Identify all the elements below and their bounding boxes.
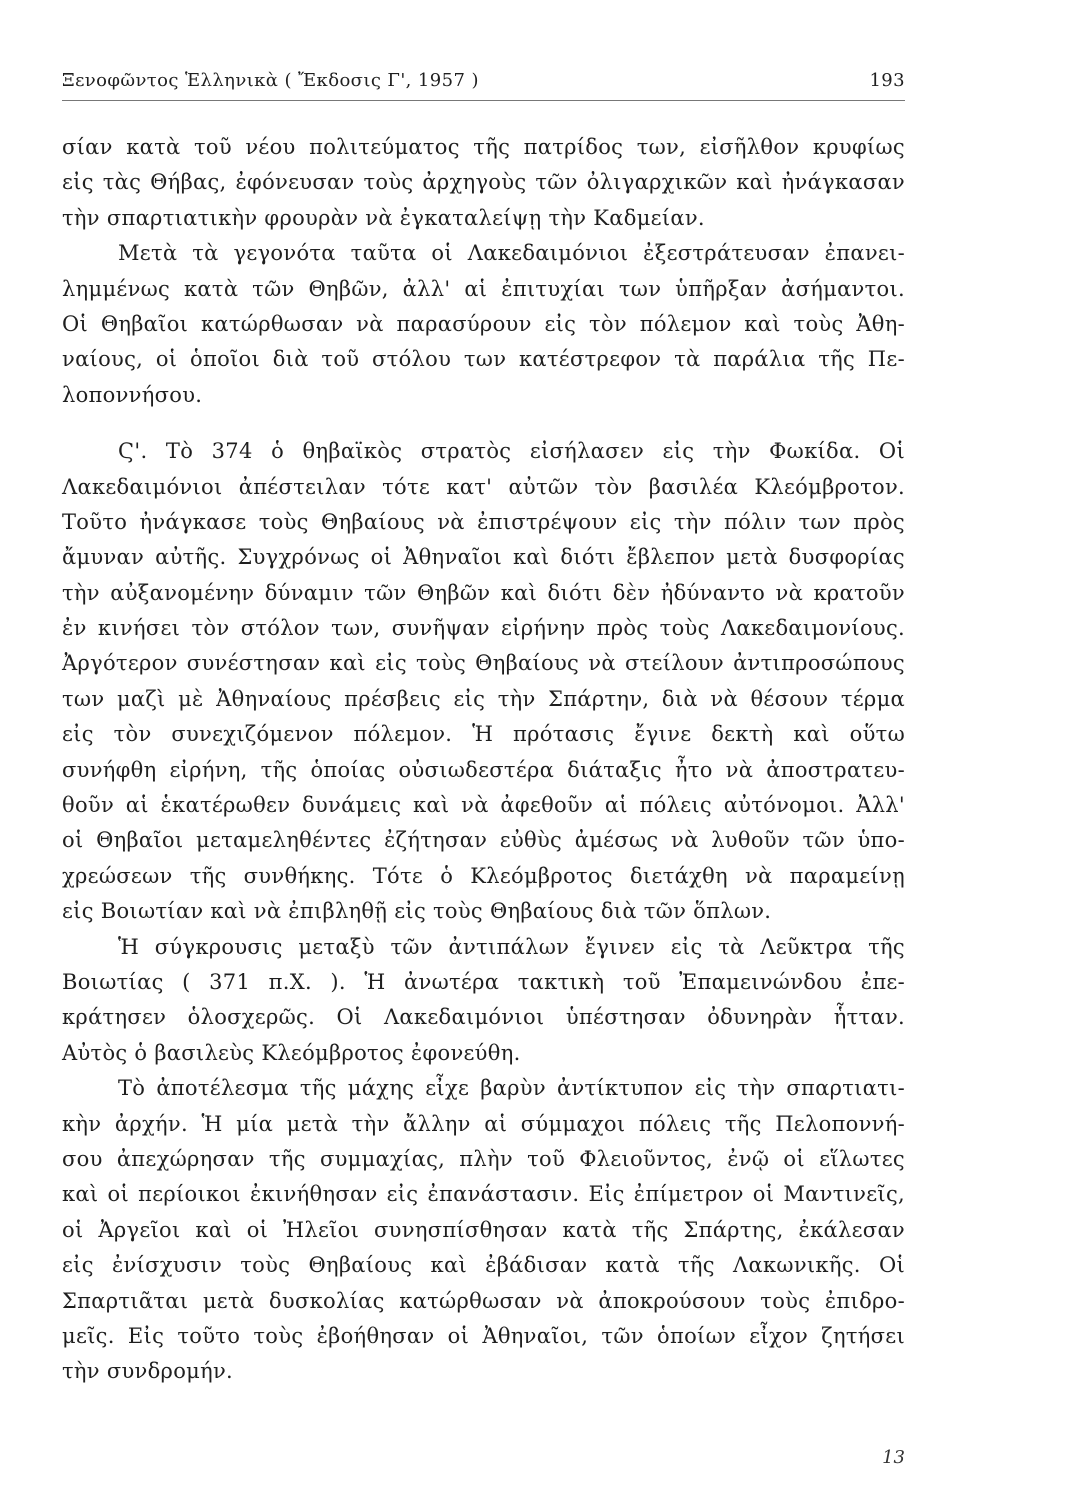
text-line: Τοῦτο ἠνάγκασε τοὺς Θηβαίους νὰ ἐπιστρέψουν εἰς τὴν πόλιν των πρὸς bbox=[62, 509, 905, 534]
paragraph bbox=[62, 236, 905, 413]
book-page bbox=[62, 0, 905, 1500]
text-line: τὴν σπαρτιατικὴν φρουρὰν νὰ ἐγκαταλείψῃ τὴν Καδμείαν. bbox=[62, 205, 705, 230]
text-line: σίαν κατὰ τοῦ νέου πολιτεύματος τῆς πατρίδος των, εἰσῆλθον κρυφίως bbox=[62, 135, 905, 159]
text-line: εἰς τὸν συνεχιζόμενον πόλεμον. Ἡ πρότασις ἔγινε δεκτὴ καὶ οὕτω bbox=[62, 722, 905, 747]
text-line: εἰς Βοιωτίαν καὶ νὰ ἐπιβληθῇ εἰς τοὺς Θηβαίους διὰ τῶν ὅπλων. bbox=[62, 899, 772, 924]
text-line: Μετὰ τὰ γεγονότα ταῦτα οἱ Λακεδαιμόνιοι ἐξεστράτευσαν ἐπανει- bbox=[118, 241, 905, 266]
text-line: θοῦν αἱ ἑκατέρωθεν δυνάμεις καὶ νὰ ἀφεθοῦν αἱ πόλεις αὐτόνομοι. Ἀλλ' bbox=[62, 793, 905, 818]
paragraph bbox=[62, 930, 905, 1072]
section-gap bbox=[62, 413, 905, 434]
text-line: Ϛ'. Τὸ 374 ὁ θηβαϊκὸς στρατὸς εἰσήλασεν εἰς τὴν Φωκίδα. Οἱ bbox=[118, 439, 905, 464]
text-line: Ἀργότερον συνέστησαν καὶ εἰς τοὺς Θηβαίους νὰ στείλουν ἀντιπροσώπους bbox=[62, 651, 905, 676]
text-line: ἐν κινήσει τὸν στόλον των, συνῆψαν εἰρήνην πρὸς τοὺς Λακεδαιμονίους. bbox=[62, 616, 905, 641]
text-line: κράτησεν ὁλοσχερῶς. Οἱ Λακεδαιμόνιοι ὑπέστησαν ὀδυνηρὰν ἧτταν. bbox=[62, 1005, 905, 1030]
text-line: Αὐτὸς ὁ βασιλεὺς Κλεόμβροτος ἐφονεύθη. bbox=[62, 1040, 521, 1065]
text-line: Οἱ Θηβαῖοι κατώρθωσαν νὰ παρασύρουν εἰς τὸν πόλεμον καὶ τοὺς Ἀθη- bbox=[62, 311, 905, 336]
text-line: κὴν ἀρχήν. Ἡ μία μετὰ τὴν ἄλλην αἱ σύμμαχοι πόλεις τῆς Πελοποννή- bbox=[62, 1111, 905, 1136]
signature-mark: 13 bbox=[882, 1447, 905, 1468]
text-line: ναίους, οἱ ὁποῖοι διὰ τοῦ στόλου των κατέστρεφον τὰ παράλια τῆς Πε- bbox=[62, 347, 905, 372]
paragraph bbox=[62, 434, 905, 929]
text-line: σου ἀπεχώρησαν τῆς συμμαχίας, πλὴν τοῦ Φλειοῦντος, ἐνῷ οἱ εἵλωτες bbox=[62, 1146, 905, 1171]
text-line: εἰς τὰς Θήβας, ἐφόνευσαν τοὺς ἀρχηγοὺς τῶν ὀλιγαρχικῶν καὶ ἠνάγκασαν bbox=[62, 170, 905, 195]
text-line: Βοιωτίας ( 371 π.Χ. ). Ἡ ἀνωτέρα τακτικὴ τοῦ Ἐπαμεινώνδου ἐπε- bbox=[62, 969, 905, 994]
text-line: χρεώσεων τῆς συνθήκης. Τότε ὁ Κλεόμβροτος διετάχθη νὰ παραμείνῃ bbox=[62, 863, 905, 888]
page-number: 193 bbox=[869, 70, 905, 91]
text-line: τὴν αὐξανομένην δύναμιν τῶν Θηβῶν καὶ διότι δὲν ἠδύναντο νὰ κρατοῦν bbox=[62, 580, 905, 605]
text-line: των μαζὶ μὲ Ἀθηναίους πρέσβεις εἰς τὴν Σπάρτην, διὰ νὰ θέσουν τέρμα bbox=[62, 686, 905, 711]
text-line: Ἡ σύγκρουσις μεταξὺ τῶν ἀντιπάλων ἔγινεν εἰς τὰ Λεῦκτρα τῆς bbox=[118, 934, 905, 959]
text-line: οἱ Ἀργεῖοι καὶ οἱ Ἠλεῖοι συνησπίσθησαν κατὰ τῆς Σπάρτης, ἐκάλεσαν bbox=[62, 1217, 905, 1242]
running-header bbox=[62, 70, 905, 101]
text-line: συνήφθη εἰρήνη, τῆς ὁποίας οὐσιωδεστέρα διάταξις ἦτο νὰ ἀποστρατευ- bbox=[62, 757, 905, 782]
text-line: καὶ οἱ περίοικοι ἐκινήθησαν εἰς ἐπανάστασιν. Εἰς ἐπίμετρον οἱ Μαντινεῖς, bbox=[62, 1182, 905, 1207]
text-line: εἰς ἐνίσχυσιν τοὺς Θηβαίους καὶ ἐβάδισαν κατὰ τῆς Λακωνικῆς. Οἱ bbox=[62, 1253, 905, 1278]
text-line: Τὸ ἀποτέλεσμα τῆς μάχης εἶχε βαρὺν ἀντίκτυπον εἰς τὴν σπαρτιατι- bbox=[118, 1076, 905, 1101]
text-line: λοποννήσου. bbox=[62, 382, 203, 407]
text-line: τὴν συνδρομήν. bbox=[62, 1359, 234, 1384]
text-line: οἱ Θηβαῖοι μεταμεληθέντες ἐζήτησαν εὐθὺς ἀμέσως νὰ λυθοῦν τῶν ὑπο- bbox=[62, 828, 905, 853]
text-line: μεῖς. Εἰς τοῦτο τοὺς ἐβοήθησαν οἱ Ἀθηναῖοι, τῶν ὁποίων εἶχον ζητήσει bbox=[62, 1323, 905, 1348]
page-body bbox=[62, 130, 905, 1390]
paragraph bbox=[62, 1071, 905, 1390]
text-line: ἄμυναν αὐτῆς. Συγχρόνως οἱ Ἀθηναῖοι καὶ διότι ἔβλεπον μετὰ δυσφορίας bbox=[62, 545, 905, 570]
paragraph bbox=[62, 130, 905, 236]
running-title: Ξενοφῶντος Ἑλληνικὰ ( Ἔκδοσις Γ', 1957 ) bbox=[62, 70, 479, 91]
text-line: Λακεδαιμόνιοι ἀπέστειλαν τότε κατ' αὐτῶν τὸν βασιλέα Κλεόμβροτον. bbox=[62, 474, 905, 499]
text-line: λημμένως κατὰ τῶν Θηβῶν, ἀλλ' αἱ ἐπιτυχίαι των ὑπῆρξαν ἀσήμαντοι. bbox=[62, 276, 905, 301]
text-line: Σπαρτιᾶται μετὰ δυσκολίας κατώρθωσαν νὰ ἀποκρούσουν τοὺς ἐπιδρο- bbox=[62, 1288, 905, 1313]
